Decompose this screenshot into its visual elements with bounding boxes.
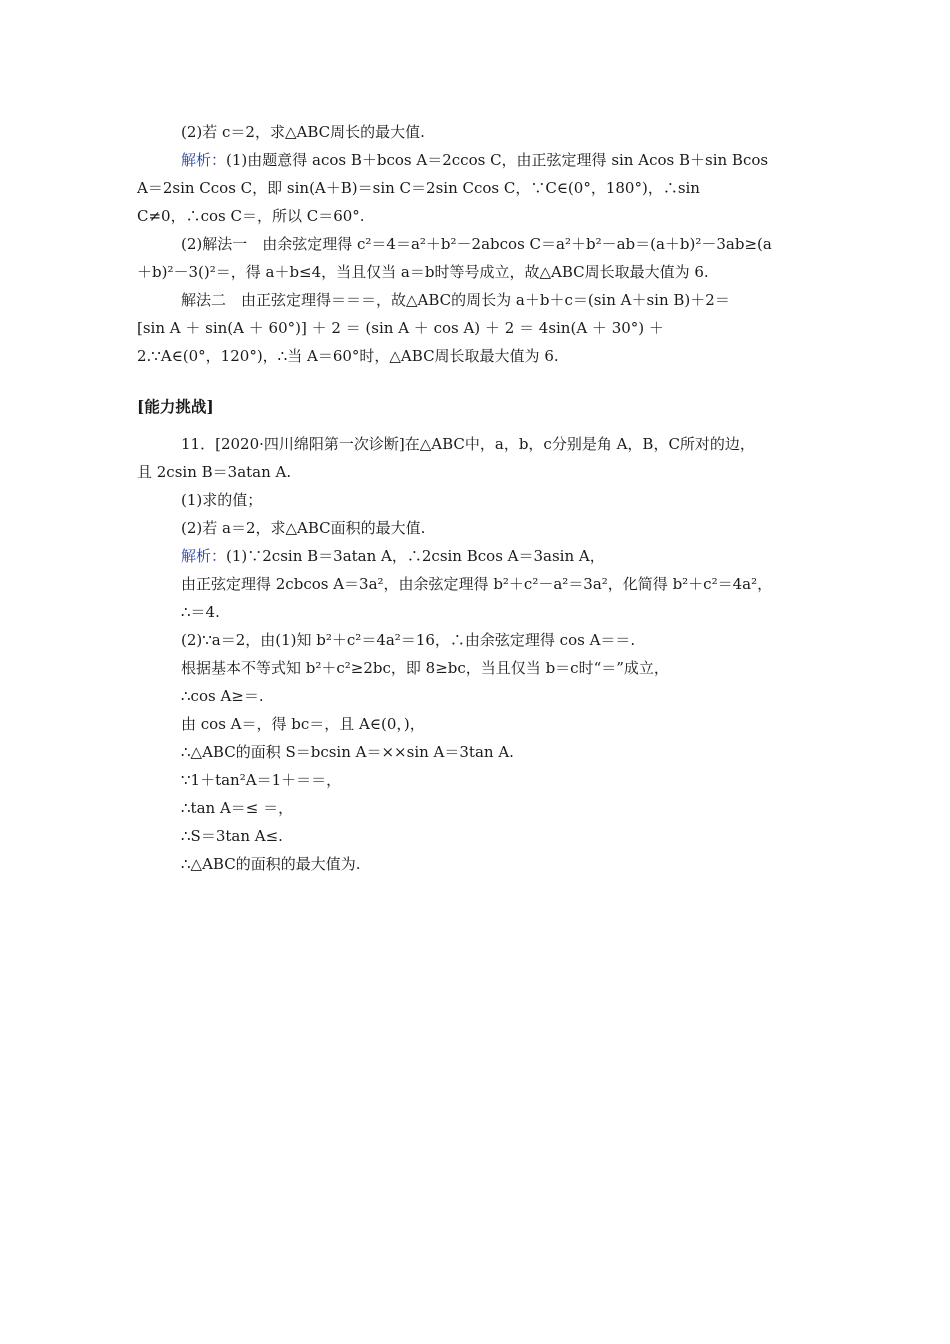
solution2-line-8: ∴△ABC的面积 S＝bcsin A＝××sin A＝3tan A. (181, 743, 514, 761)
problem-11-part1: (1)求的值； (181, 491, 263, 509)
solution2-line-12: ∴△ABC的面积的最大值为. (181, 855, 361, 873)
solution-line-8: 2.∵A∈(0°，120°)，∴当 A＝60°时，△ABC周长取最大值为 6. (137, 347, 559, 365)
solution2-line-7: 由 cos A＝，得 bc＝，且 A∈(0，)， (181, 715, 425, 733)
solution-line-6: 解法二 由正弦定理得＝＝＝，故△ABC的周长为 a＋b＋c＝(sin A＋sin B)＋2＝ (181, 291, 730, 309)
solution2-line-6: ∴cos A≥＝. (181, 687, 264, 705)
problem-11-line-1: 11．[2020·四川绵阳第一次诊断]在△ABC中，a，b，c分别是角 A，B，C所对的边， (181, 435, 755, 453)
solution2-line-3: ∴＝4. (181, 603, 220, 621)
section-heading: [能力挑战] (137, 397, 214, 416)
solution-line-1: 解析：(1)由题意得 acos B＋bcos A＝2ccos C，由正弦定理得 sin Acos B＋sin Bcos (181, 151, 769, 169)
solution-line-7: [sin A ＋ sin(A ＋ 60°)] ＋ 2 ＝ (sin A ＋ cos A) ＋ 2 ＝ 4sin(A ＋ 30°) ＋ (137, 319, 664, 337)
solution-line-5: ＋b)²－3()²＝，得 a＋b≤4，当且仅当 a＝b时等号成立，故△ABC周长取最大值为 6. (137, 263, 709, 281)
part2-question-line: (2)若 c＝2，求△ABC周长的最大值. (181, 123, 425, 141)
solution-label: 解析： (181, 151, 227, 169)
solution2-line-9: ∵1＋tan²A＝1＋＝＝， (181, 771, 342, 789)
solution2-line-5: 根据基本不等式知 b²＋c²≥2bc，即 8≥bc，当且仅当 b＝c时“＝”成立， (181, 659, 669, 677)
solution-line-4: (2)解法一 由余弦定理得 c²＝4＝a²＋b²－2abcos C＝a²＋b²－ab＝(a＋b)²－3ab≥(a (181, 235, 772, 253)
solution2-line-1: 解析：(1)∵2csin B＝3atan A，∴2csin Bcos A＝3asin A， (181, 547, 605, 565)
solution2-line-11: ∴S＝3tan A≤. (181, 827, 283, 845)
solution-label: 解析： (181, 547, 227, 565)
solution-line-3: C≠0，∴cos C＝，所以 C＝60°. (137, 207, 365, 225)
problem-11-part2: (2)若 a＝2，求△ABC面积的最大值. (181, 519, 426, 537)
solution2-line-10: ∴tan A＝≤ ＝， (181, 799, 294, 817)
solution2-line-4: (2)∵a＝2，由(1)知 b²＋c²＝4a²＝16，∴由余弦定理得 cos A＝＝. (181, 631, 636, 649)
solution-line-2: A＝2sin Ccos C，即 sin(A＋B)＝sin C＝2sin Ccos C，∵C∈(0°，180°)，∴sin (137, 179, 700, 197)
solution2-line-2: 由正弦定理得 2cbcos A＝3a²，由余弦定理得 b²＋c²－a²＝3a²，化简得 b²＋c²＝4a²， (181, 575, 773, 593)
problem-11-line-2: 且 2csin B＝3atan A. (137, 463, 292, 481)
